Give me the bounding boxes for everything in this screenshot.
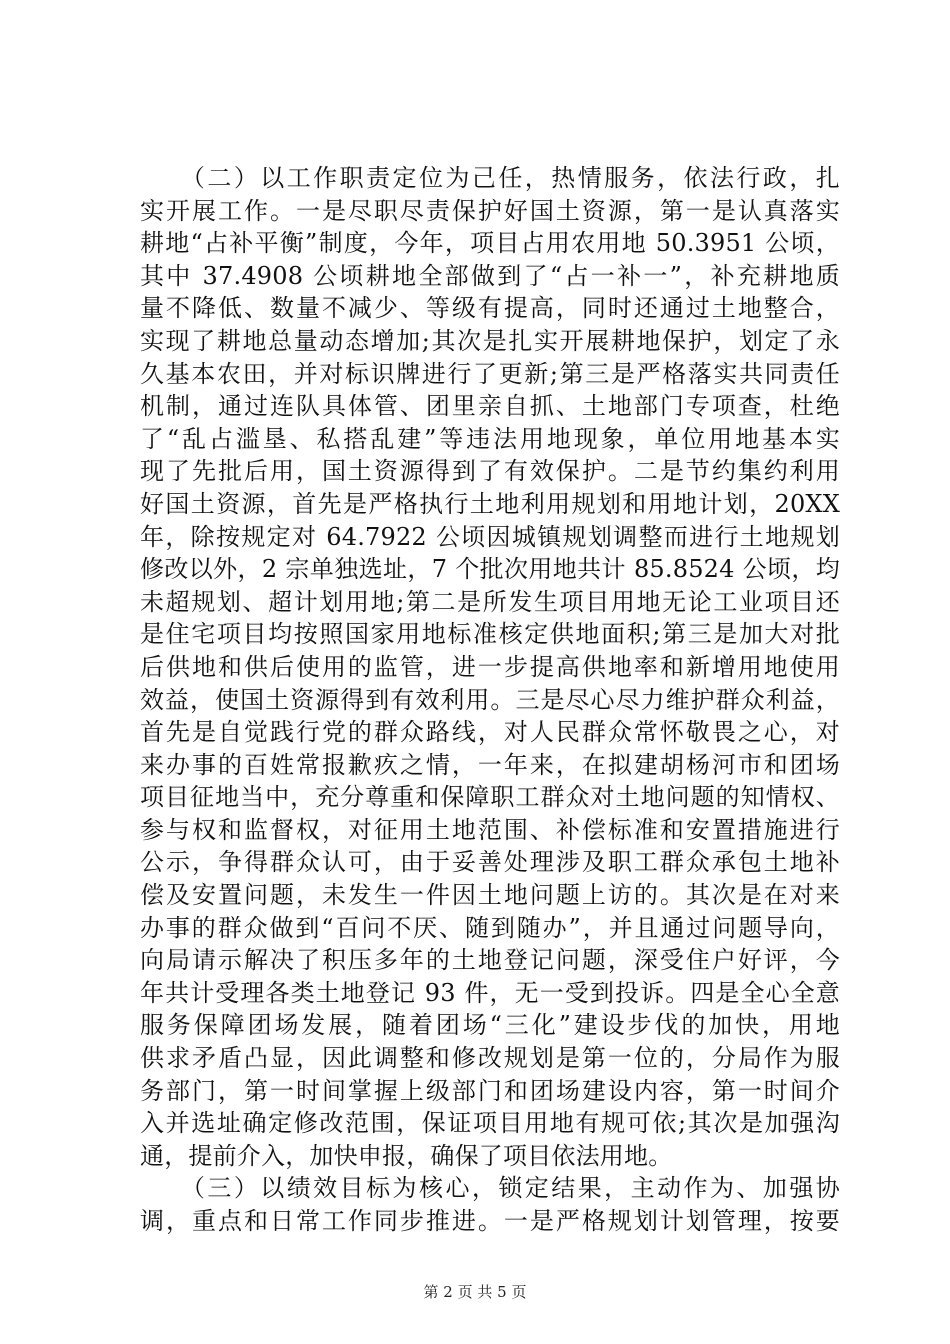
text-line: 供求矛盾凸显，因此调整和修改规划是第一位的，分局作为服 <box>140 1044 840 1073</box>
text-line: 好国土资源，首先是严格执行土地利用规划和用地计划，20XX <box>140 489 840 518</box>
text-line: 来办事的百姓常报歉疚之情，一年来，在拟建胡杨河市和团场 <box>140 750 840 779</box>
text-line: （二）以工作职责定位为己任，热情服务，依法行政，扎 <box>140 164 840 192</box>
page-footer: 第 2 页 共 5 页 <box>423 1283 527 1301</box>
text-line: 了“乱占滥垦、私搭乱建”等违法用地现象，单位用地基本实 <box>140 424 840 453</box>
text-line: 办事的群众做到“百问不厌、随到随办”，并且通过问题导向， <box>140 913 840 942</box>
text-line: 公示，争得群众认可，由于妥善处理涉及职工群众承包土地补 <box>140 848 840 877</box>
text-line: 向局请示解决了积压多年的土地登记问题，深受住户好评，今 <box>140 946 840 975</box>
text-line: 入并选址确定修改范围，保证项目用地有规可依;其次是加强沟 <box>140 1109 840 1138</box>
text-line: 实开展工作。一是尽职尽责保护好国土资源，第一是认真落实 <box>140 196 840 225</box>
text-line: 年，除按规定对 64.7922 公顷因城镇规划调整而进行土地规划 <box>140 522 840 551</box>
text-line: 偿及安置问题，未发生一件因土地问题上访的。其次是在对来 <box>140 881 840 910</box>
text-line: 量不降低、数量不减少、等级有提高，同时还通过土地整合， <box>140 294 840 323</box>
text-line: 效益，使国土资源得到有效利用。三是尽心尽力维护群众利益， <box>140 685 840 714</box>
text-line: 年共计受理各类土地登记 93 件，无一受到投诉。四是全心全意 <box>140 978 840 1007</box>
text-line: 务部门，第一时间掌握上级部门和团场建设内容，第一时间介 <box>140 1076 840 1105</box>
text-line: 未超规划、超计划用地;第二是所发生项目用地无论工业项目还 <box>140 587 840 616</box>
text-line: 首先是自觉践行党的群众路线，对人民群众常怀敬畏之心，对 <box>140 718 840 747</box>
document-body <box>140 162 840 1238</box>
text-line: 机制，通过连队具体管、团里亲自抓、土地部门专项查，杜绝 <box>140 392 840 421</box>
text-line: 是住宅项目均按照国家用地标准核定供地面积;第三是加大对批 <box>140 620 840 649</box>
text-line: 参与权和监督权，对征用土地范围、补偿标准和安置措施进行 <box>140 815 840 844</box>
text-line: 通，提前介入，加快申报，确保了项目依法用地。 <box>140 1141 673 1170</box>
text-line: 调，重点和日常工作同步推进。一是严格规划计划管理，按要 <box>140 1207 840 1235</box>
text-line: 实现了耕地总量动态增加;其次是扎实开展耕地保护，划定了永 <box>140 326 840 355</box>
text-line: （三）以绩效目标为核心，锁定结果，主动作为、加强协 <box>140 1174 840 1203</box>
text-line: 项目征地当中，充分尊重和保障职工群众对土地问题的知情权、 <box>140 783 840 812</box>
text-line: 后供地和供后使用的监管，进一步提高供地率和新增用地使用 <box>140 652 840 681</box>
text-line: 现了先批后用，国土资源得到了有效保护。二是节约集约利用 <box>140 457 840 486</box>
text-line: 服务保障团场发展，随着团场“三化”建设步伐的加快，用地 <box>140 1011 840 1040</box>
text-line: 修改以外，2 宗单独选址，7 个批次用地共计 85.8524 公顷，均 <box>140 555 840 584</box>
text-line: 耕地“占补平衡”制度，今年，项目占用农用地 50.3951 公顷， <box>140 229 840 258</box>
text-line: 其中 37.4908 公顷耕地全部做到了“占一补一”，补充耕地质 <box>140 261 840 290</box>
text-line: 久基本农田，并对标识牌进行了更新;第三是严格落实共同责任 <box>140 359 840 388</box>
